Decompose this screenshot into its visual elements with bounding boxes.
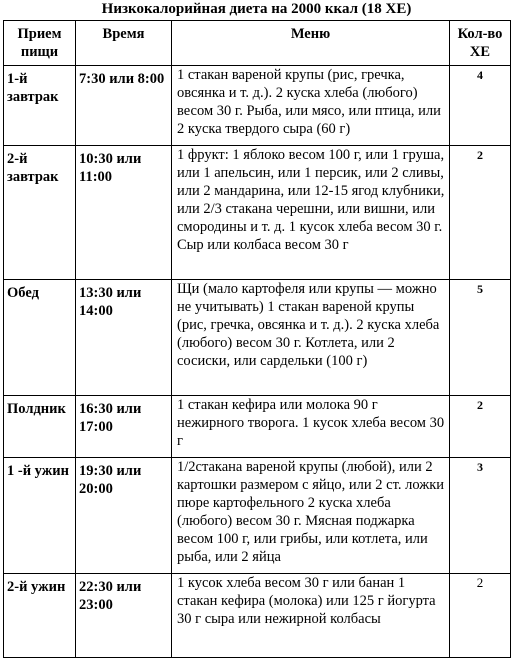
time-cell: 10:30 или 11:00	[76, 146, 172, 280]
xe-cell: 4	[450, 66, 511, 146]
meal-cell: Полдник	[4, 396, 76, 458]
table-row	[4, 458, 511, 574]
time-cell: 13:30 или 14:00	[76, 280, 172, 396]
table-header-row	[4, 21, 511, 66]
menu-cell: 1 стакан кефира или молока 90 г нежирного творога. 1 кусок хлеба весом 30 г	[172, 396, 450, 458]
xe-cell: 2	[450, 396, 511, 458]
time-cell: 7:30 или 8:00	[76, 66, 172, 146]
meal-cell: 1 -й ужин	[4, 458, 76, 574]
meal-cell: 1-й завтрак	[4, 66, 76, 146]
time-cell: 22:30 или 23:00	[76, 574, 172, 658]
header-menu: Меню	[172, 21, 450, 66]
menu-cell: 1 кусок хлеба весом 30 г или банан 1 стакан кефира (молока) или 125 г йогурта 30 г сыра или нежирной колбасы	[172, 574, 450, 658]
page-title: Низкокалорийная диета на 2000 ккал (18 ХЕ)	[101, 1, 412, 17]
table-row	[4, 146, 511, 280]
table-row	[4, 574, 511, 658]
time-cell: 19:30 или 20:00	[76, 458, 172, 574]
meal-cell: 2-й завтрак	[4, 146, 76, 280]
header-time: Время	[76, 21, 172, 66]
header-xe: Кол-во ХЕ	[450, 21, 511, 66]
xe-cell: 5	[450, 280, 511, 396]
xe-cell: 2	[450, 574, 511, 658]
xe-cell: 3	[450, 458, 511, 574]
meal-cell: Обед	[4, 280, 76, 396]
menu-cell: 1/2стакана вареной крупы (любой), или 2 картошки размером с яйцо, или 2 ст. ложки пюре картофельного 2 куска хлеба (любого) весом 30 г. Мясная поджарка весом 100 г, или грибы, или котлета, или рыба, или 2 яйца	[172, 458, 450, 574]
diet-table	[3, 20, 511, 658]
menu-cell: Щи (мало картофеля или крупы — можно не учитывать) 1 стакан вареной крупы (рис, гречка, овсянка и т. д.). 2 куска хлеба (любого) весом 30 г. Котлета, или 2 сосиски, или сардельки (100 г)	[172, 280, 450, 396]
table-row	[4, 66, 511, 146]
meal-cell: 2-й ужин	[4, 574, 76, 658]
header-meal: Прием пищи	[4, 21, 76, 66]
menu-cell: 1 стакан вареной крупы (рис, гречка, овсянка и т. д.). 2 куска хлеба (любого) весом 30 г. Рыба, или мясо, или птица, или 2 куска твердого сыра (60 г)	[172, 66, 450, 146]
xe-cell: 2	[450, 146, 511, 280]
menu-cell: 1 фрукт: 1 яблоко весом 100 г, или 1 груша, или 1 апельсин, или 1 персик, или 2 сливы, или 2 мандарина, или 12-15 ягод клубники, или 2/3 стакана черешни, или вишни, или смородины и т. д. 1 кусок хлеба весом 30 г. Сыр или колбаса весом 30 г	[172, 146, 450, 280]
table-row	[4, 396, 511, 458]
time-cell: 16:30 или 17:00	[76, 396, 172, 458]
table-row	[4, 280, 511, 396]
